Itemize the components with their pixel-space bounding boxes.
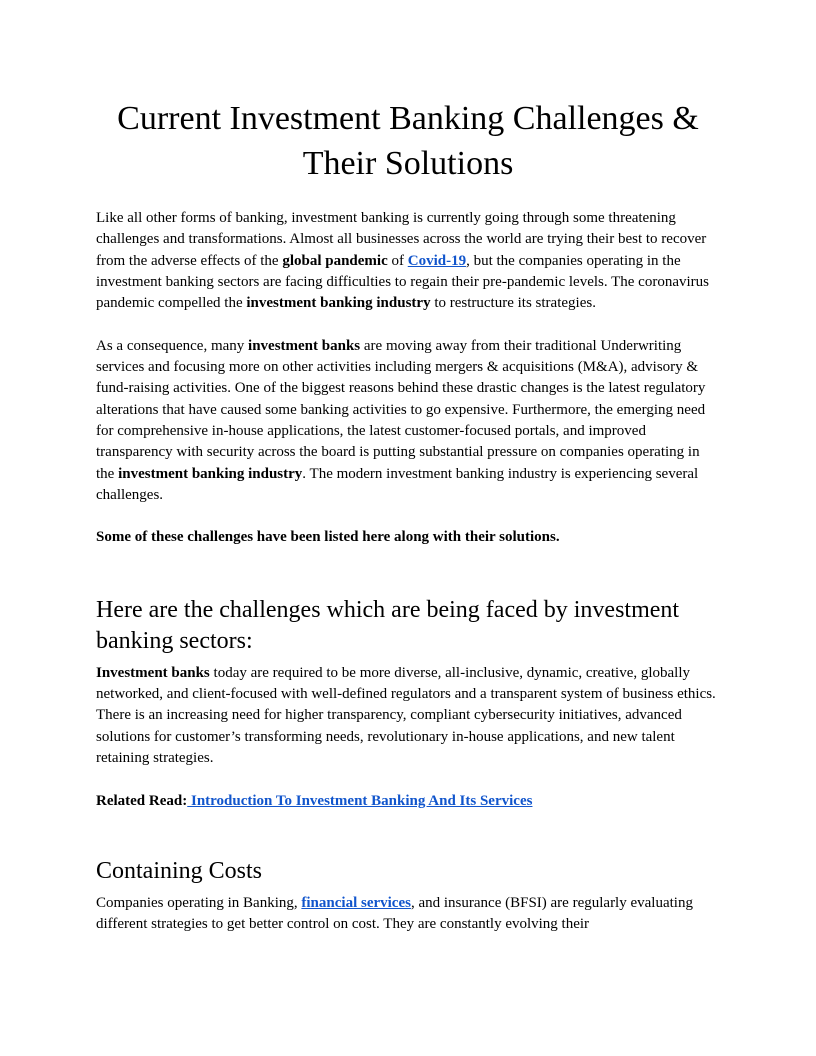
intro-paragraph bbox=[96, 208, 720, 314]
consequence-text-2: are moving away from their traditional Underwriting services and focusing more on other activities including mergers & acquisitions (M&A), advisory & fund-raising activities. One of the biggest reasons behind these drastic changes is the latest regulatory alterations that have caused some banking activities to go expensive. Furthermore, the emerging need for comprehensive in-house applications, the latest customer-focused portals, and improved transparency with security across the board is putting substantial pressure on companies operating in the bbox=[96, 337, 706, 482]
intro-text-2: of bbox=[387, 252, 408, 269]
financial-services-link[interactable]: financial services bbox=[301, 894, 411, 911]
related-read-paragraph bbox=[96, 791, 720, 812]
consequence-text-3: . The modern investment banking industry is experiencing several challenges. bbox=[96, 465, 699, 503]
challenges-heading: Here are the challenges which are being faced by investment banking sectors: bbox=[96, 596, 680, 654]
related-read-label: Related Read: bbox=[96, 792, 188, 809]
consequence-paragraph bbox=[96, 336, 720, 506]
covid-19-link[interactable]: Covid-19 bbox=[407, 252, 467, 269]
investment-banks-bold-2: Investment banks bbox=[96, 664, 210, 681]
costs-paragraph bbox=[96, 893, 720, 936]
listed-bold-text: Some of these challenges have been listed here along with their solutions. bbox=[96, 529, 560, 546]
challenges-text: today are required to be more diverse, all-inclusive, dynamic, creative, globally networked, and client-focused with well-defined regulators and a transparent system of business ethics. There is an increasing need for higher transparency, compliant cybersecurity initiatives, advanced solutions for customer’s transforming needs, revolutionary in-house applications, and new talent retaining strategies. bbox=[96, 664, 716, 766]
containing-costs-heading: Containing Costs bbox=[96, 857, 263, 884]
intro-text-3: , but the companies operating in the investment banking sectors are facing difficulties to regain their pre-pandemic levels. The coronavirus pandemic compelled the bbox=[96, 252, 709, 312]
global-pandemic-bold: global pandemic bbox=[282, 252, 388, 269]
investment-banking-industry-bold: investment banking industry bbox=[246, 295, 431, 312]
document-body bbox=[96, 208, 720, 935]
related-read-link[interactable]: Introduction To Investment Banking And Its Services bbox=[187, 792, 533, 809]
consequence-text-1: As a consequence, many bbox=[96, 337, 249, 354]
costs-text-2: , and insurance (BFSI) are regularly evaluating different strategies to get better control on cost. They are constantly evolving their bbox=[96, 894, 693, 933]
intro-text-4: to restructure its strategies. bbox=[430, 295, 596, 312]
challenges-paragraph bbox=[96, 663, 720, 769]
intro-text-1: Like all other forms of banking, investment banking is currently going through some threatening challenges and transformations. Almost all businesses across the world are trying their best to recover from the adverse effects of the bbox=[96, 210, 707, 269]
investment-banking-industry-bold-2: investment banking industry bbox=[118, 465, 303, 482]
costs-text-1: Companies operating in Banking, bbox=[96, 894, 302, 911]
listed-paragraph bbox=[96, 527, 720, 548]
investment-banks-bold: investment banks bbox=[248, 337, 361, 354]
document-title: Current Investment Banking Challenges & Their Solutions bbox=[117, 100, 699, 182]
